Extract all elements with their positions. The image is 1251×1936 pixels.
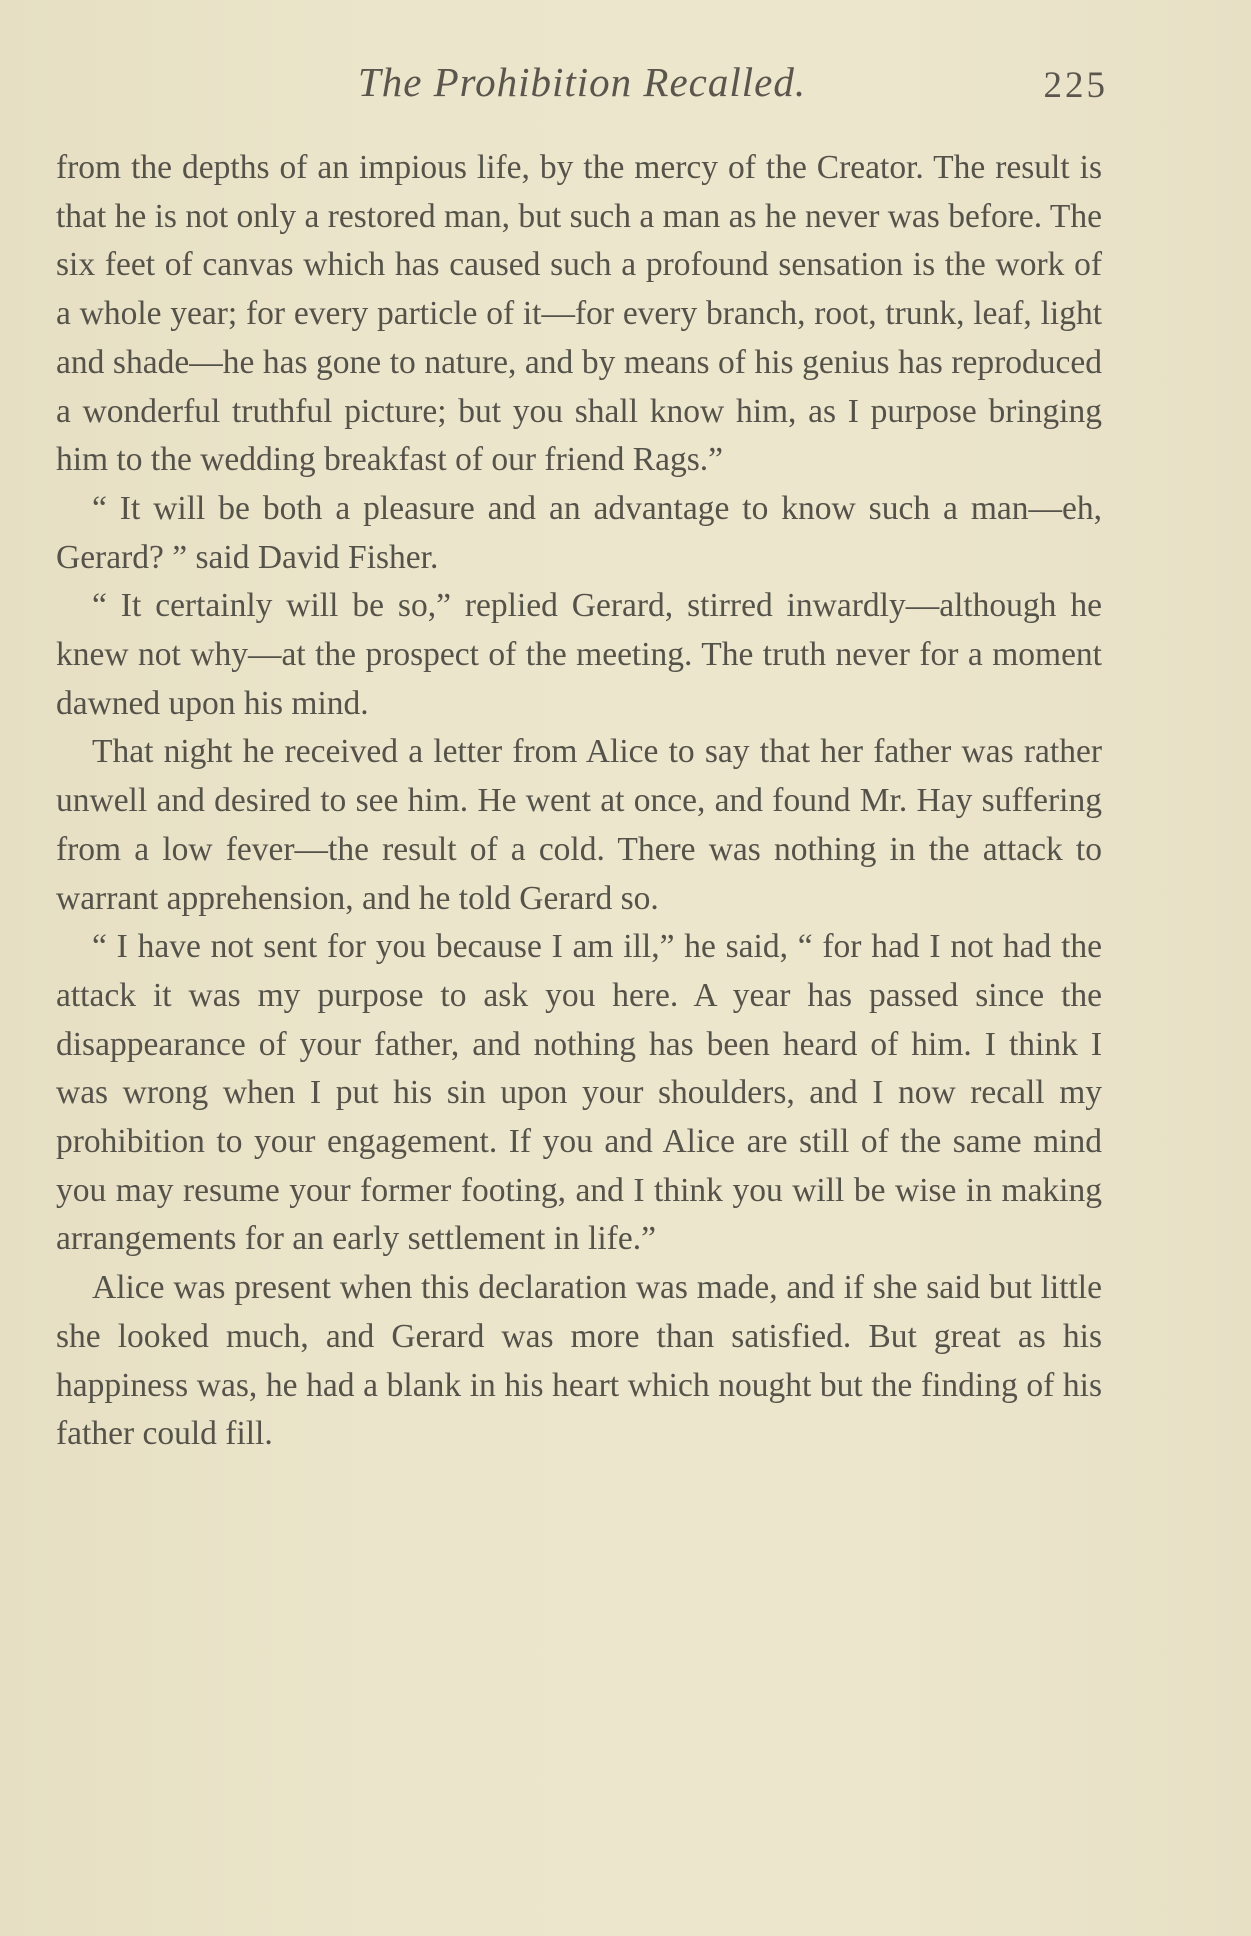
paragraph: “ It will be both a pleasure and an advantage to know such a man—eh, Gerard? ” said David Fisher.: [56, 489, 1102, 576]
page-number: 225: [1043, 65, 1108, 106]
paragraph: That night he received a letter from Alice to say that her father was rather unwell and desired to see him. He went at once, and found Mr. Hay suffering from a low fever—the result of a cold. There was nothing in the attack to warrant apprehension, and he told Gerard so.: [56, 733, 1102, 917]
running-head: [56, 58, 1108, 110]
paragraph: “ It certainly will be so,” replied Gerard, stirred inwardly—although he knew not why—at the prospect of the meeting. The truth never for a moment dawned upon his mind.: [56, 587, 1102, 722]
paragraph: “ I have not sent for you because I am ill,” he said, “ for had I not had the attack it was my purpose to ask you here. A year has passed since the disappearance of your father, and nothing has been heard of him. I think I was wrong when I put his sin upon your shoulders, and I now recall my prohibition to your engagement. If you and Alice are still of the same mind you may resume your former footing, and I think you will be wise in making arrangements for an early settlement in life.”: [56, 928, 1102, 1258]
paragraph-continued: from the depths of an impious life, by the mercy of the Creator. The result is that he is not only a restored man, but such a man as he never was before. The six feet of canvas which has caused such a profound sensation is the work of a whole year; for every particle of it—for every branch, root, trunk, leaf, light and shade—he has gone to nature, and by means of his genius has reproduced a wonderful truthful picture; but you shall know him, as I purpose bringing him to the wedding breakfast of our friend Rags.”: [56, 149, 1102, 479]
paragraph: Alice was present when this declaration was made, and if she said but little she looked much, and Gerard was more than satisfied. But great as his happiness was, he had a blank in his heart which nought but the finding of his father could fill.: [56, 1269, 1102, 1453]
running-title: The Prohibition Recalled.: [357, 59, 807, 105]
body-text: [56, 144, 1102, 1459]
